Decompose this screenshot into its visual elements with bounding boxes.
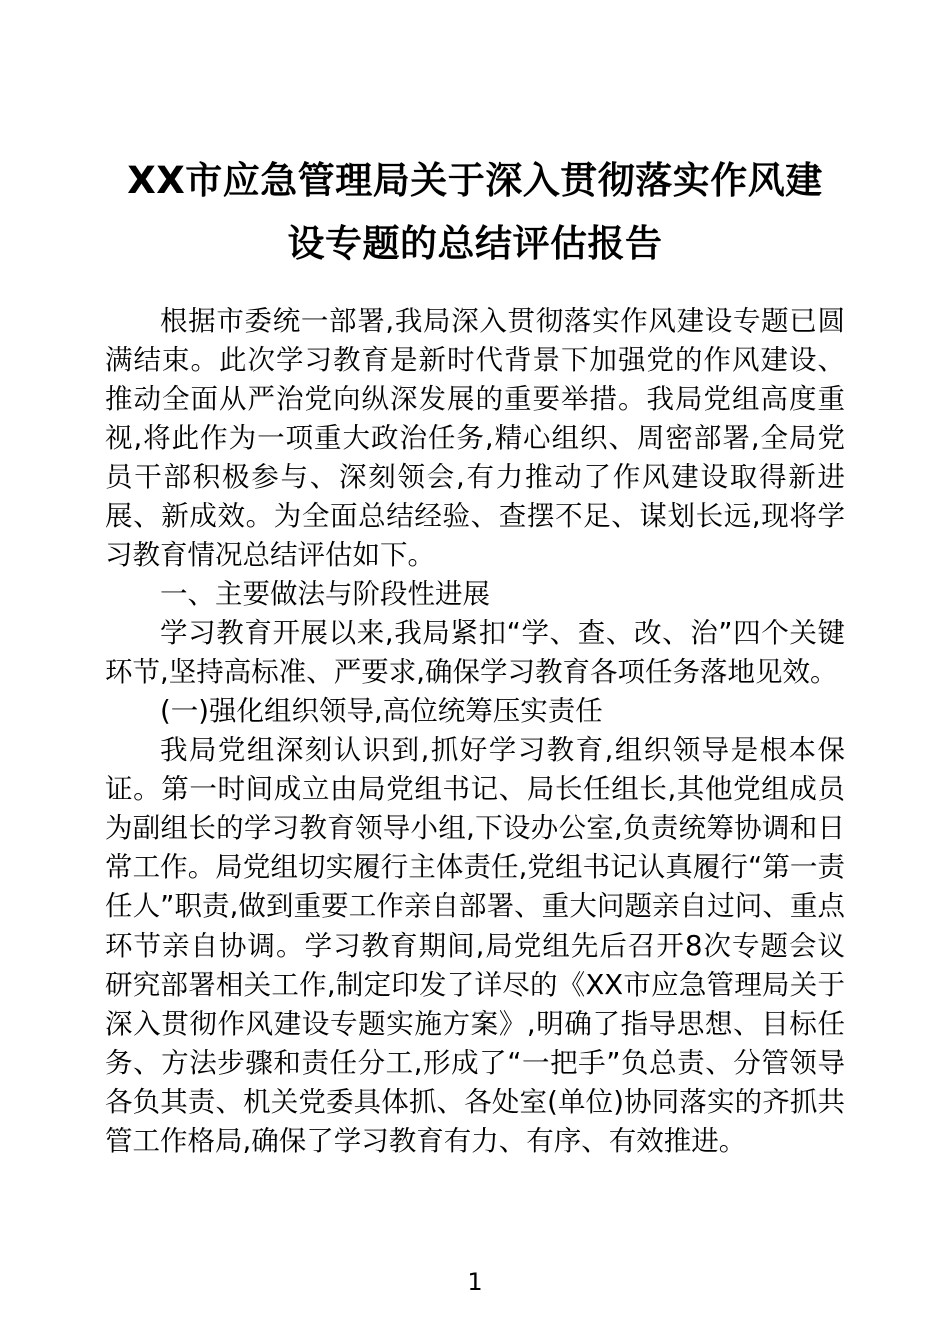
paragraph-subsection-heading-1: (一)强化组织领导,高位统筹压实责任 — [160, 695, 603, 728]
page-number: 1 — [467, 1268, 483, 1296]
page-title: XX市应急管理局关于深入贯彻落实作风建设专题的总结评估报告 — [127, 159, 823, 265]
paragraph-section-1-intro: 学习教育开展以来,我局紧扣“学、查、改、治”四个关键环节,坚持高标准、严要求,确保学习教育各项任务落地见效。 — [105, 617, 845, 689]
paragraph-section-heading-1: 一、主要做法与阶段性进展 — [160, 578, 490, 611]
paragraph-subsection-1-body: 我局党组深刻认识到,抓好学习教育,组织领导是根本保证。第一时间成立由局党组书记、局长任组长,其他党组成员为副组长的学习教育领导小组,下设办公室,负责统筹协调和日常工作。局党组切实履行主体责任,党组书记认真履行“第一责任人”职责,做到重要工作亲自部署、重大问题亲自过问、重点环节亲自协调。学习教育期间,局党组先后召开8次专题会议研究部署相关工作,制定印发了详尽的《XX市应急管理局关于深入贯彻作风建设专题实施方案》,明确了指导思想、目标任务、方法步骤和责任分工,形成了“一把手”负总责、分管领导各负其责、机关党委具体抓、各处室(单位)协同落实的齐抓共管工作格局,确保了学习教育有力、有序、有效推进。 — [105, 734, 845, 1157]
paragraph-intro: 根据市委统一部署,我局深入贯彻落实作风建设专题已圆满结束。此次学习教育是新时代背景下加强党的作风建设、推动全面从严治党向纵深发展的重要举措。我局党组高度重视,将此作为一项重大政治任务,精心组织、周密部署,全局党员干部积极参与、深刻领会,有力推动了作风建设取得新进展、新成效。为全面总结经验、查摆不足、谋划长远,现将学习教育情况总结评估如下。 — [105, 304, 845, 572]
